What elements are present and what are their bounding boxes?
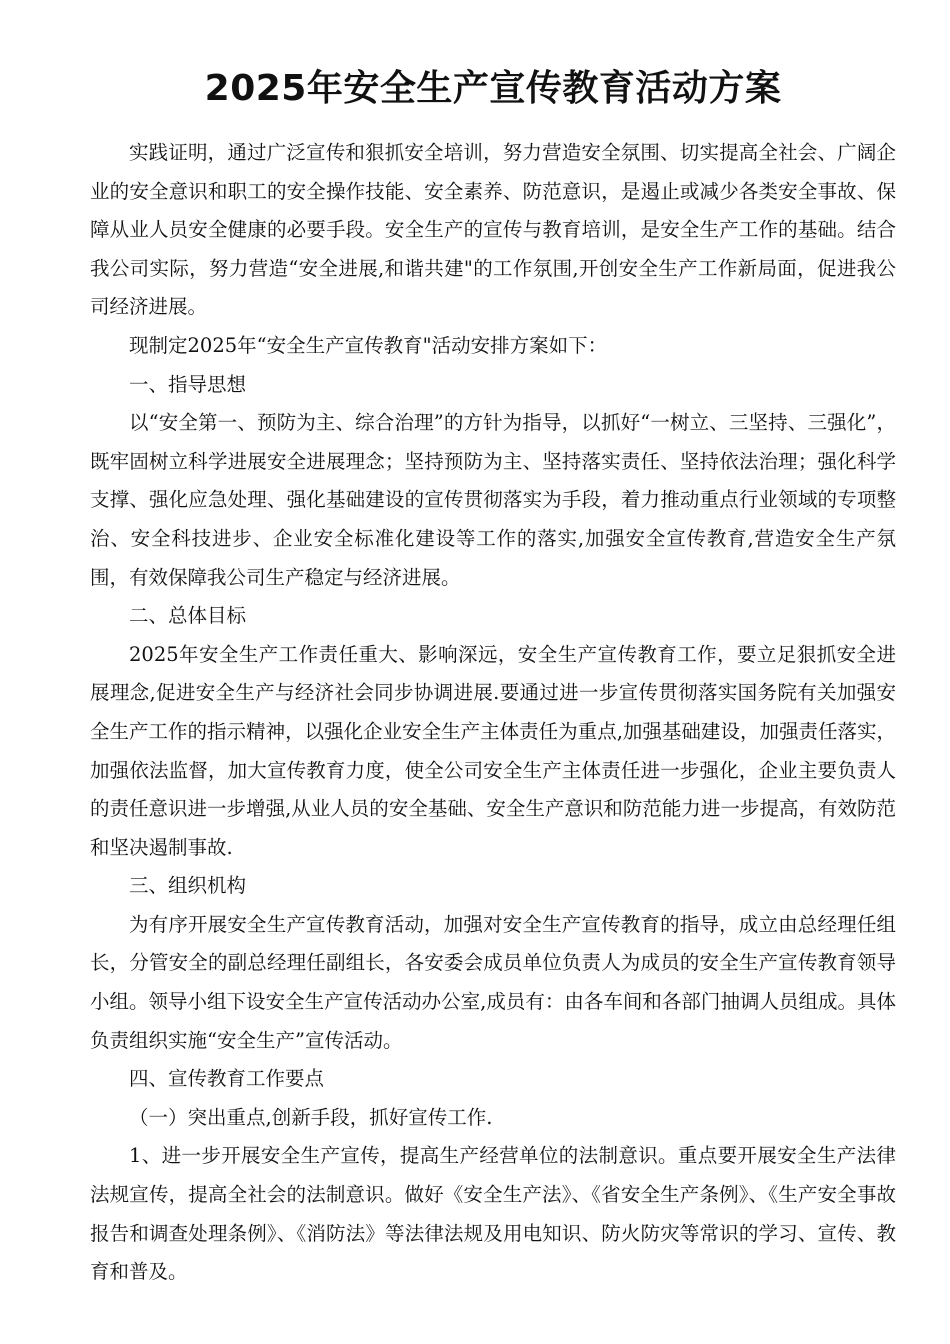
document-title: 2025年安全生产宣传教育活动方案 xyxy=(204,68,782,109)
section-heading-key-points: 四、宣传教育工作要点 xyxy=(129,1067,325,1091)
paragraph-plan-statement: 现制定2025年“安全生产宣传教育"活动安排方案如下： xyxy=(129,333,608,357)
section-heading-guiding-ideology: 一、指导思想 xyxy=(129,372,247,396)
paragraph-organization: 为有序开展安全生产宣传教育活动，加强对安全生产宣传教育的指导，成立由总经理任组长，分管安全的副总经理任副组长，各安委会成员单位负责人为成员的安全生产宣传教育领导小组。领导小组下设安全生产宣传活动办公室,成员有：由各车间和各部门抽调人员组成。具体负责组织实施“安全生产”宣传活动。 xyxy=(90,912,896,1052)
section-heading-overall-goal: 二、总体目标 xyxy=(129,604,247,628)
subsection-heading-focus: （一）突出重点,创新手段，抓好宣传工作. xyxy=(129,1105,493,1129)
paragraph-overall-goal: 2025年安全生产工作责任重大、影响深远，安全生产宣传教育工作，要立足狠抓安全进展理念,促进安全生产与经济社会同步协调进展.要通过进一步宣传贯彻落实国务院有关加强安全生产工作的指示精神，以强化企业安全生产主体责任为重点,加强基础建设，加强责任落实，加强依法监督，加大宣传教育力度，使全公司安全生产主体责任进一步强化，企业主要负责人的责任意识进一步增强,从业人员的安全基础、安全生产意识和防范能力进一步提高，有效防范和坚决遏制事故. xyxy=(90,642,896,859)
document-page xyxy=(90,56,896,1292)
paragraph-item-1: 1、进一步开展安全生产宣传，提高生产经营单位的法制意识。重点要开展安全生产法律法规宣传，提高全社会的法制意识。做好《安全生产法》、《省安全生产条例》、《生产安全事故报告和调查处理条例》、《消防法》等法律法规及用电知识、防火防灾等常识的学习、宣传、教育和普及。 xyxy=(90,1144,896,1284)
paragraph-intro: 实践证明，通过广泛宣传和狠抓安全培训，努力营造安全氛围、切实提高全社会、广阔企业的安全意识和职工的安全操作技能、安全素养、防范意识，是遏止或减少各类安全事故、保障从业人员安全健康的必要手段。安全生产的宣传与教育培训，是安全生产工作的基础。结合我公司实际，努力营造“安全进展,和谐共建"的工作氛围,开创安全生产工作新局面，促进我公司经济进展。 xyxy=(90,141,896,319)
document-body xyxy=(90,134,896,1292)
section-heading-organization: 三、组织机构 xyxy=(129,874,247,898)
paragraph-guiding-ideology: 以“安全第一、预防为主、综合治理”的方针为指导，以抓好“一树立、三坚持、三强化”，既牢固树立科学进展安全进展理念；坚持预防为主、坚持落实责任、坚持依法治理；强化科学支撑、强化应急处理、强化基础建设的宣传贯彻落实为手段，着力推动重点行业领域的专项整治、安全科技进步、企业安全标准化建设等工作的落实,加强安全宣传教育,营造安全生产氛围，有效保障我公司生产稳定与经济进展。 xyxy=(90,411,896,589)
